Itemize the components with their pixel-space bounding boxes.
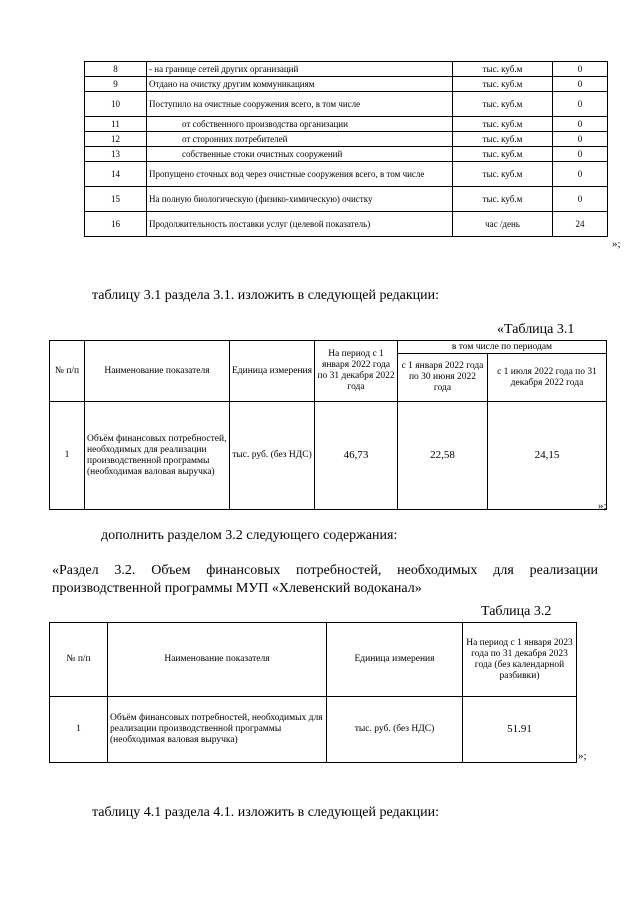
row-number: 10: [85, 92, 147, 117]
header-number: № п/п: [50, 341, 85, 402]
row-unit: тыс. куб.м: [453, 62, 553, 77]
header-subperiods: в том числе по периодам: [398, 341, 607, 354]
table-3-1-caption: «Таблица 3.1: [497, 322, 575, 337]
row-number: 1: [50, 402, 85, 510]
row-value: 0: [553, 162, 608, 187]
table-row: [85, 92, 608, 117]
header-period-1: с 1 января 2022 года по 30 июня 2022 года: [398, 354, 488, 402]
header-period-2: с 1 июля 2022 года по 31 декабря 2022 года: [488, 354, 607, 402]
row-unit: тыс. куб.м: [453, 117, 553, 132]
table32-suffix: »;: [578, 750, 587, 762]
row-name: - на границе сетей других организаций: [147, 62, 453, 77]
row-value: 0: [553, 117, 608, 132]
row-number: 8: [85, 62, 147, 77]
row-name: На полную биологическую (физико-химическую) очистку: [147, 187, 453, 212]
row-unit: тыс. куб.м: [453, 187, 553, 212]
row-period-1: 22,58: [398, 402, 488, 510]
row-value: 0: [553, 77, 608, 92]
row-name: собственные стоки очистных сооружений: [147, 147, 453, 162]
table1-suffix: »;: [612, 238, 621, 250]
table-row: [85, 117, 608, 132]
row-value: 0: [553, 147, 608, 162]
row-value: 24: [553, 212, 608, 237]
header-period: На период с 1 января 2023 года по 31 декабря 2023 года (без календарной разбивки): [463, 623, 577, 697]
row-unit: тыс. куб.м: [453, 132, 553, 147]
row-unit: тыс. куб.м: [453, 162, 553, 187]
section-3-2-title: «Раздел 3.2. Объем финансовых потребностей, необходимых для реализации производственной программы МУП «Хлевенский водоканал»: [52, 563, 598, 596]
row-unit: тыс. куб.м: [453, 147, 553, 162]
paragraph-table-4-1: таблицу 4.1 раздела 4.1. изложить в следующей редакции:: [92, 805, 440, 820]
paragraph-add-section: дополнить разделом 3.2 следующего содержания:: [101, 528, 398, 543]
row-number: 1: [50, 697, 108, 763]
row-name: Объём финансовых потребностей, необходимых для реализации производственной программы (необходимая валовая выручка): [108, 697, 327, 763]
row-unit: тыс. куб.м: [453, 92, 553, 117]
row-number: 9: [85, 77, 147, 92]
paragraph-table-3-1: таблицу 3.1 раздела 3.1. изложить в следующей редакции:: [92, 288, 440, 303]
row-value: 0: [553, 92, 608, 117]
table-row: [85, 187, 608, 212]
row-total: 46,73: [315, 402, 398, 510]
table-row: [85, 147, 608, 162]
header-number: № п/п: [50, 623, 108, 697]
financial-needs-table-3-2: [49, 622, 577, 763]
row-value: 0: [553, 132, 608, 147]
row-unit: тыс. руб. (без НДС): [327, 697, 463, 763]
table-row: [85, 77, 608, 92]
row-value: 0: [553, 62, 608, 77]
row-number: 14: [85, 162, 147, 187]
table-row: [85, 212, 608, 237]
row-value: 0: [553, 187, 608, 212]
row-name: Продолжительность поставки услуг (целевой показатель): [147, 212, 453, 237]
row-period-2: 24,15: [488, 402, 607, 510]
row-name: от собственного производства организации: [147, 117, 453, 132]
row-number: 15: [85, 187, 147, 212]
table-row: [85, 162, 608, 187]
row-value: 51.91: [463, 697, 577, 763]
row-number: 12: [85, 132, 147, 147]
table-3-2-caption: Таблица 3.2: [481, 604, 552, 619]
row-unit: час /день: [453, 212, 553, 237]
row-number: 16: [85, 212, 147, 237]
table31-suffix: »;: [598, 500, 607, 512]
header-name: Наименование показателя: [85, 341, 230, 402]
row-number: 11: [85, 117, 147, 132]
row-name: Отдано на очистку другим коммуникациям: [147, 77, 453, 92]
water-balance-table: [84, 61, 608, 237]
row-unit: тыс. руб. (без НДС): [230, 402, 315, 510]
header-name: Наименование показателя: [108, 623, 327, 697]
row-name: Поступило на очистные сооружения всего, в том числе: [147, 92, 453, 117]
row-name: от сторонних потребителей: [147, 132, 453, 147]
header-unit: Единица измерения: [327, 623, 463, 697]
row-name: Объём финансовых потребностей, необходимых для реализации производственной программы (необходимая валовая выручка): [85, 402, 230, 510]
financial-needs-table-3-1: [49, 340, 607, 510]
header-unit: Единица измерения: [230, 341, 315, 402]
row-name: Пропущено сточных вод через очистные сооружения всего, в том числе: [147, 162, 453, 187]
table-row: [85, 62, 608, 77]
header-period: На период с 1 января 2022 года по 31 декабря 2022 года: [315, 341, 398, 402]
row-unit: тыс. куб.м: [453, 77, 553, 92]
row-number: 13: [85, 147, 147, 162]
table-row: [85, 132, 608, 147]
